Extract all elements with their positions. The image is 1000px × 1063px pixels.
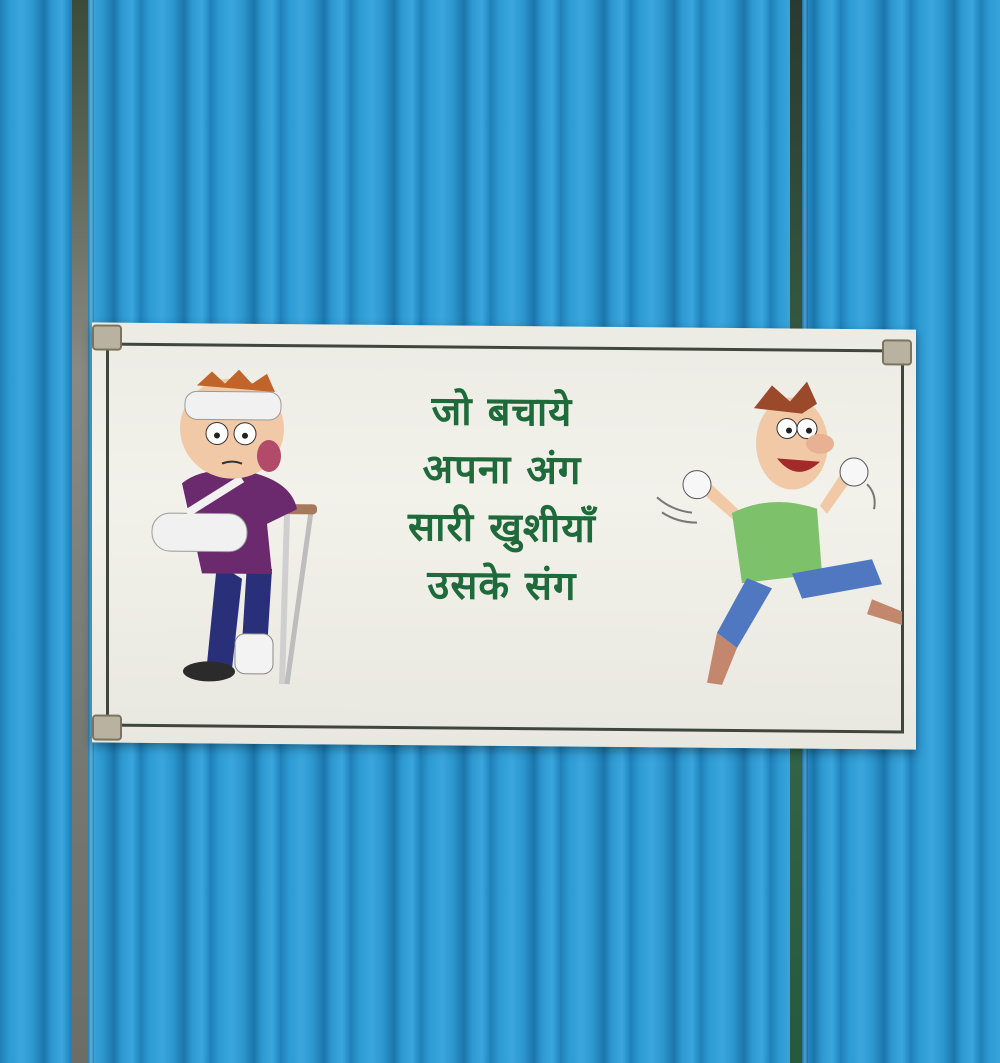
slogan-line-3: सारी खुशीयाँ: [408, 504, 596, 552]
grommet-top-left: [92, 324, 122, 350]
happy-man-illustration: [642, 372, 902, 714]
grommet-top-right: [882, 339, 912, 365]
slogan-line-1: जो बचाये: [431, 388, 573, 436]
slogan-text-block: [322, 384, 682, 619]
slogan-line-4: उसके संग: [427, 562, 577, 610]
injured-man-illustration: [147, 363, 337, 705]
fence-gap-left: [72, 0, 88, 1063]
slogan-line-2: अपना अंग: [422, 446, 582, 494]
grommet-bottom-left: [92, 714, 122, 740]
safety-banner: [92, 322, 916, 749]
